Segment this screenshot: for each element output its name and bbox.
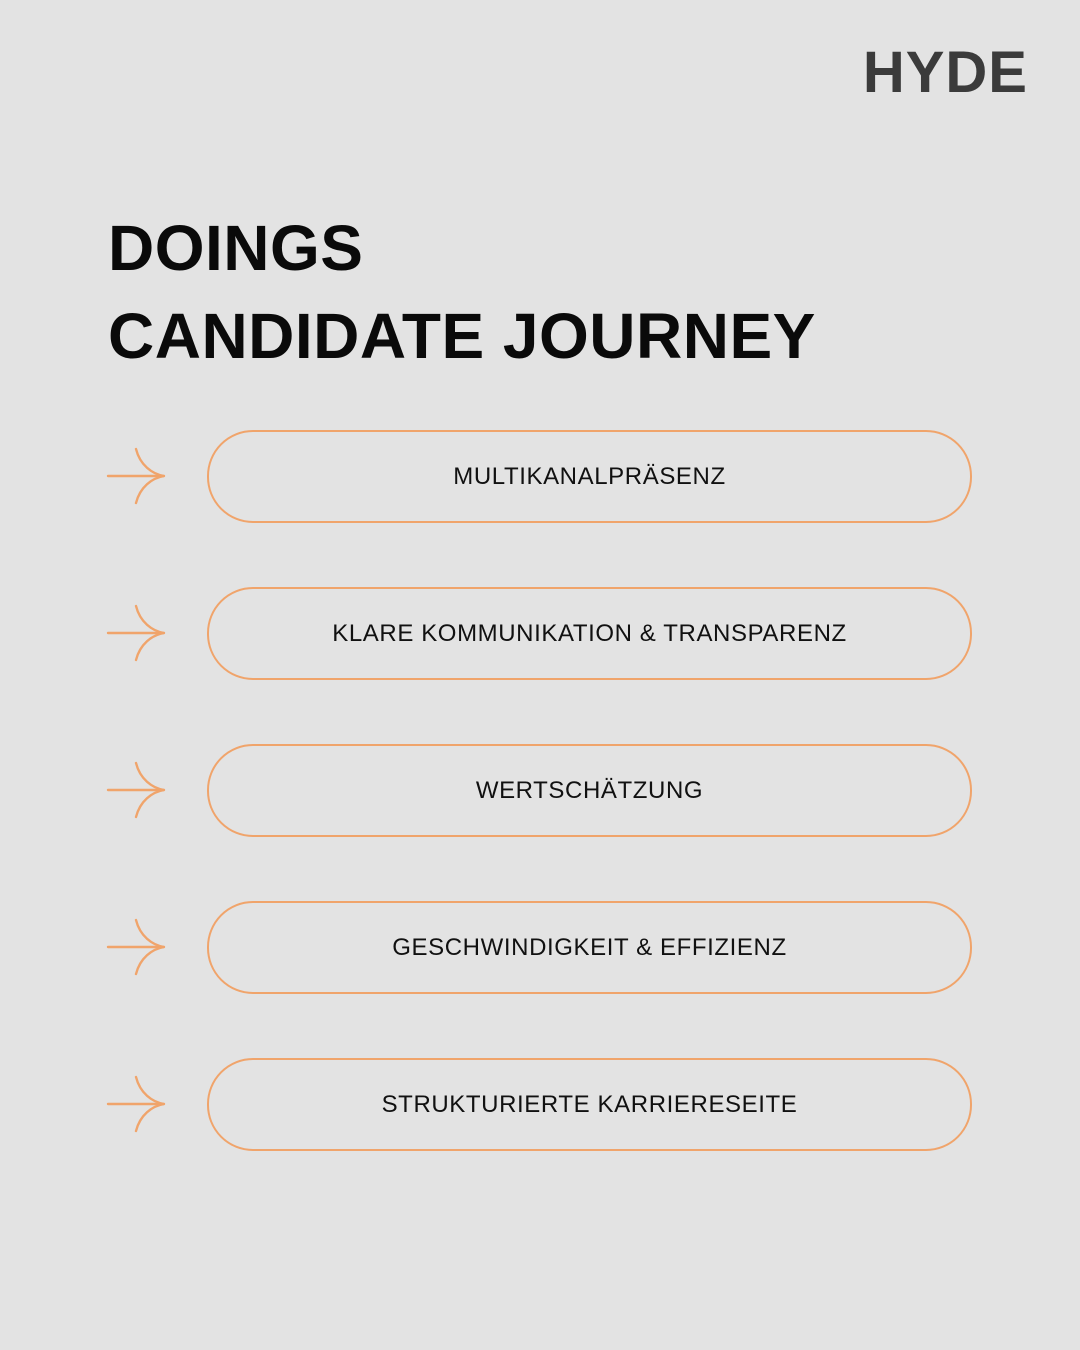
arrow-right-icon — [106, 604, 168, 662]
doing-pill-wertschaetzung — [207, 744, 972, 837]
doing-pill-geschwindigkeit — [207, 901, 972, 994]
title-line-2: CANDIDATE JOURNEY — [108, 300, 816, 372]
title-line-1: DOINGS — [108, 212, 364, 284]
list-item — [0, 1058, 1080, 1150]
list-item — [0, 587, 1080, 679]
doing-pill-kommunikation — [207, 587, 972, 680]
arrow-right-icon — [106, 918, 168, 976]
list-item — [0, 744, 1080, 836]
arrow-right-icon — [106, 1075, 168, 1133]
pill-label: KLARE KOMMUNIKATION & TRANSPARENZ — [332, 619, 847, 647]
pill-label: GESCHWINDIGKEIT & EFFIZIENZ — [392, 933, 787, 961]
doing-pill-karriereseite — [207, 1058, 972, 1151]
pill-label: WERTSCHÄTZUNG — [475, 776, 704, 804]
brand-logo: HYDE — [862, 40, 1028, 105]
arrow-right-icon — [106, 447, 168, 505]
pill-label: MULTIKANALPRÄSENZ — [453, 462, 726, 490]
list-item — [0, 430, 1080, 522]
arrow-right-icon — [106, 761, 168, 819]
list-item — [0, 901, 1080, 993]
doing-pill-multikanal — [207, 430, 972, 523]
pill-label: STRUKTURIERTE KARRIERESEITE — [381, 1090, 798, 1118]
